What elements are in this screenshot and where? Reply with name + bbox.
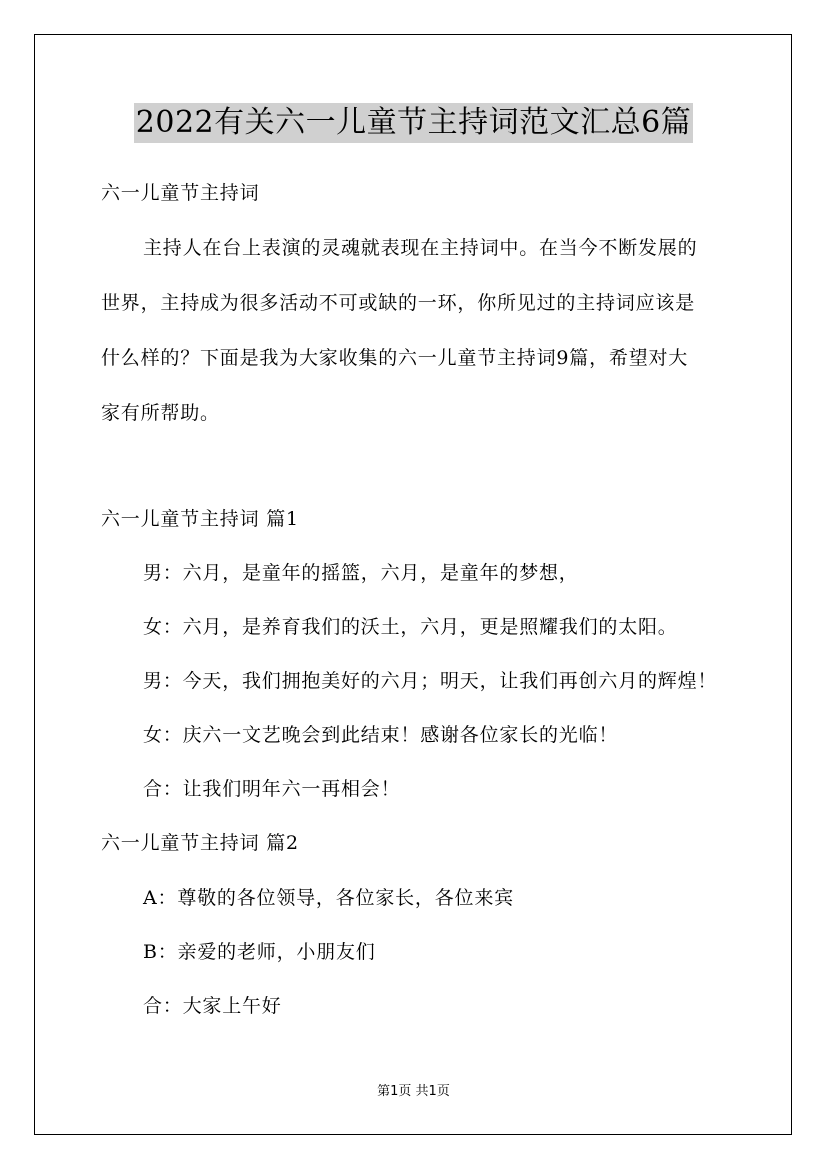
- document-title: 2022有关六一儿童节主持词范文汇总6篇: [134, 103, 693, 143]
- intro-line: 世界，主持成为很多活动不可或缺的一环，你所见过的主持词应该是: [101, 292, 696, 314]
- intro-line: 什么样的？下面是我为大家收集的六一儿童节主持词9篇，希望对大: [101, 347, 689, 369]
- dialogue-line: B：亲爱的老师，小朋友们: [143, 941, 376, 963]
- intro-heading: 六一儿童节主持词: [101, 182, 260, 204]
- dialogue-line: 合：让我们明年六一再相会！: [143, 778, 401, 800]
- page-footer: 第1页 共1页: [377, 1084, 450, 1099]
- dialogue-line: 男：今天，我们拥抱美好的六月；明天，让我们再创六月的辉煌！: [143, 670, 718, 692]
- dialogue-line: 女：六月，是养育我们的沃土，六月，更是照耀我们的太阳。: [143, 616, 678, 638]
- section-heading-1: 六一儿童节主持词 篇1: [101, 508, 299, 530]
- dialogue-line: A：尊敬的各位领导，各位家长，各位来宾: [143, 887, 514, 909]
- dialogue-line: 男：六月，是童年的摇篮，六月，是童年的梦想，: [143, 562, 579, 584]
- title-container: [0, 103, 827, 143]
- section-heading-2: 六一儿童节主持词 篇2: [101, 832, 299, 854]
- intro-line: 家有所帮助。: [101, 402, 220, 424]
- dialogue-line: 女：庆六一文艺晚会到此结束！感谢各位家长的光临！: [143, 724, 619, 746]
- dialogue-line: 合：大家上午好: [143, 995, 282, 1017]
- intro-line: 主持人在台上表演的灵魂就表现在主持词中。在当今不断发展的: [143, 237, 698, 259]
